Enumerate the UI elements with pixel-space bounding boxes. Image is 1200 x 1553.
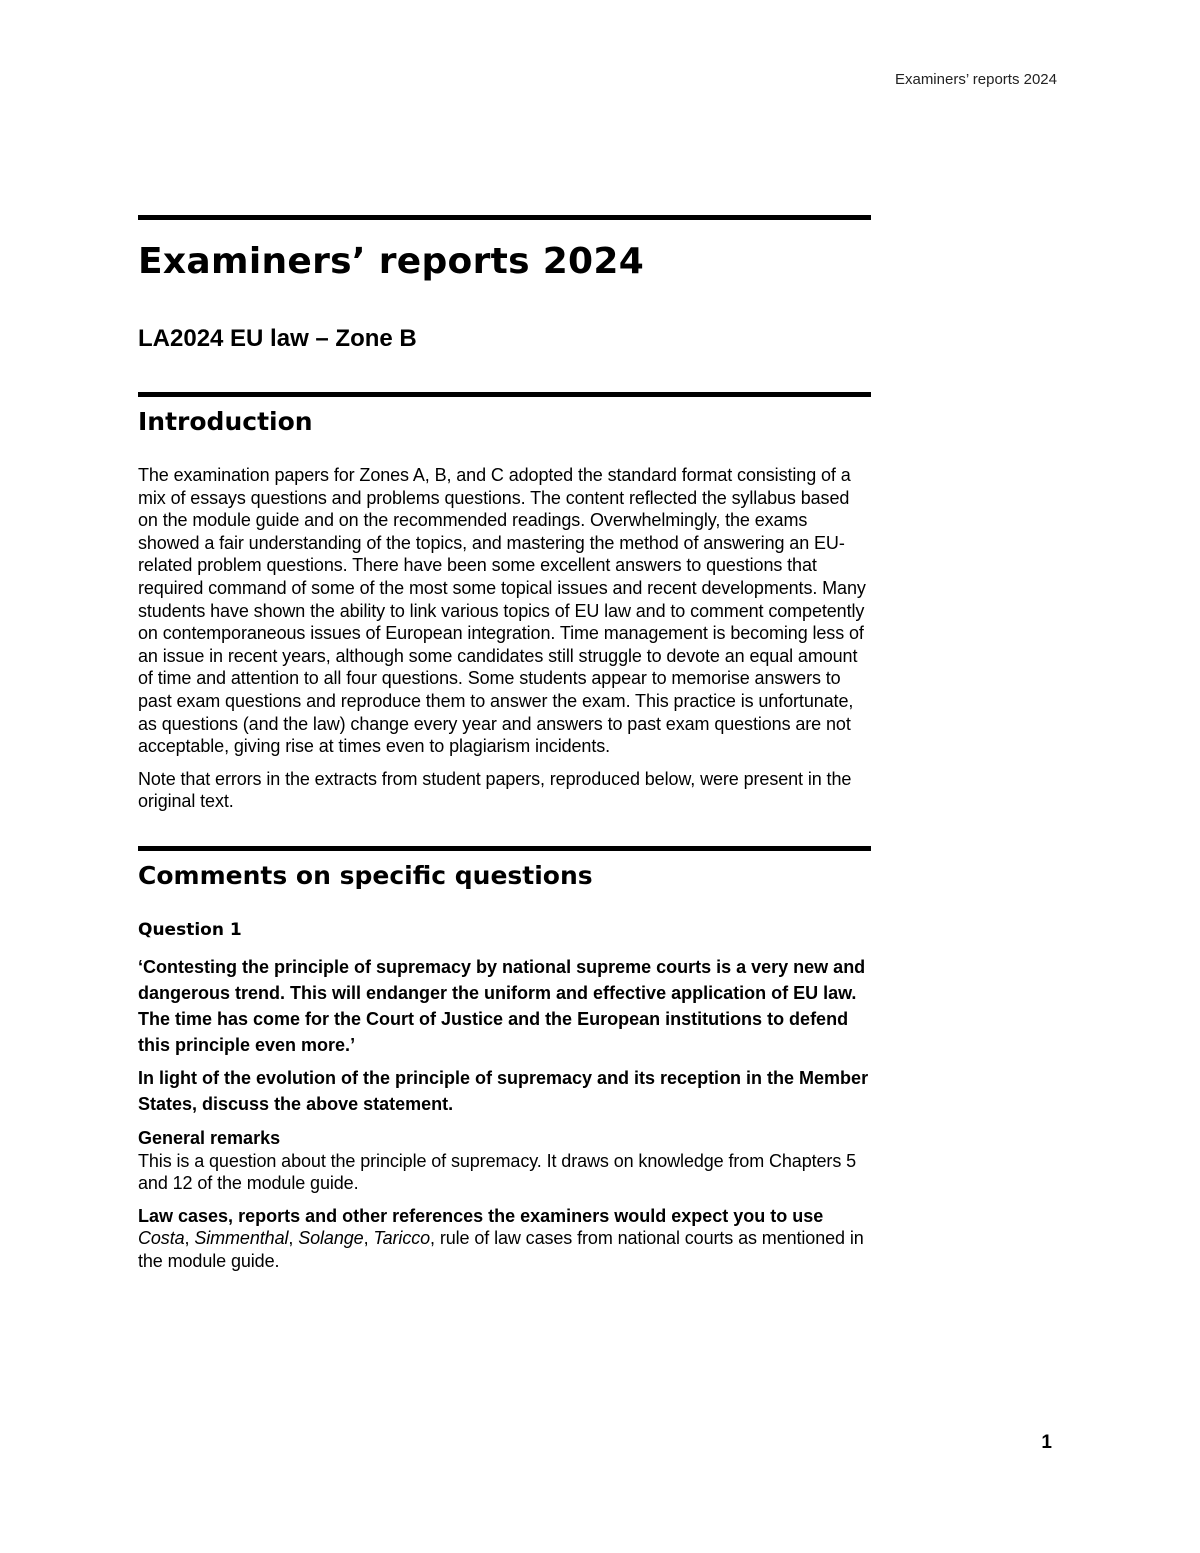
cases-remainder: , rule of law cases from national courts as mentioned in the module guide. [138,1228,864,1271]
cases-separator: , [363,1228,374,1249]
cases-heading: Law cases, reports and other references the examiners would expect you to use [138,1205,824,1226]
cases-separator: , [288,1228,299,1249]
introduction-note: Note that errors in the extracts from student papers, reproduced below, were present in the original text. [138,768,852,812]
document-subtitle: LA2024 EU law – Zone B [138,325,417,352]
document-title: Examiners’ reports 2024 [138,241,645,282]
cases-text [138,1227,871,1272]
title-top-rule [138,215,871,220]
question-1-instruction: In light of the evolution of the principle of supremacy and its reception in the Member States, discuss the above statement. [138,1067,869,1114]
cases-separator: , [184,1228,195,1249]
page-number: 1 [1041,1432,1052,1453]
introduction-heading: Introduction [138,407,313,436]
case-costa: Costa [138,1228,185,1249]
general-remarks-text: This is a question about the principle of supremacy. It draws on knowledge from Chapters 5 and 12 of the module guide. [138,1150,857,1194]
page-content [138,215,871,1272]
case-solange: Solange [298,1228,364,1249]
general-remarks-heading: General remarks [138,1127,281,1148]
case-simmenthal: Simmenthal [194,1228,289,1249]
running-header: Examiners’ reports 2024 [894,71,1057,88]
introduction-rule [138,392,871,397]
question-1-quote: ‘Contesting the principle of supremacy by national supreme courts is a very new and dangerous trend. This will endanger the uniform and effective application of EU law. The time has come for the Court of Justice and the European institutions to defend this principle even more.’ [138,956,866,1055]
question-1-label: Question 1 [138,919,242,940]
comments-heading: Comments on specific questions [138,860,593,890]
case-taricco: Taricco [373,1228,431,1249]
comments-rule [138,846,871,851]
introduction-paragraph: The examination papers for Zones A, B, and C adopted the standard format consisting of a mix of essays questions and problems questions. The content reflected the syllabus based on the module guide and on the recommended readings. Overwhelmingly, the exams showed a fair understanding of the topics, and mastering the method of answering an EU-related problem questions. There have been some excellent answers to questions that required command of some of the most some topical issues and recent developments. Many students have shown the ability to link various topics of EU law and to comment competently on contemporaneous issues of European integration. Time management is becoming less of an issue in recent years, although some candidates still struggle to devote an equal amount of time and attention to all four questions. Some students appear to memorise answers to past exam questions and reproduce them to answer the exam. This practice is unfortunate, as questions (and the law) change every year and answers to past exam questions are not acceptable, giving rise at times even to plagiarism incidents. [138,465,866,757]
